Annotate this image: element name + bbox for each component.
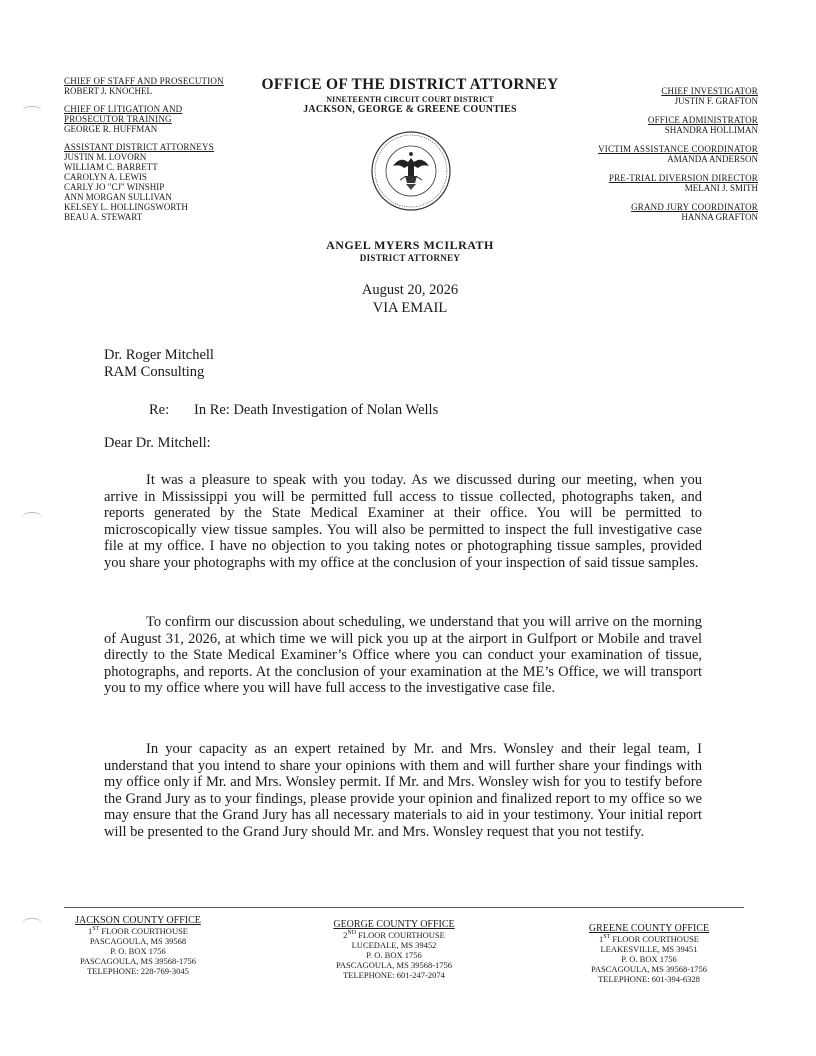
da-name: ANGEL MYERS MCILRATH — [326, 238, 494, 252]
staff-name: JUSTIN M. LOVORN — [64, 152, 147, 162]
body-paragraph-1: It was a pleasure to speak with you today. As we discussed during our meeting, when you arrive in Mississippi you will be permitted full access to tissue collected, photographs taken, and reports generated by the State Medical Examiner at their office. You will be permitted to microscopically view tissue samples. You will also be permitted to inspect the full investigative case file at my office. I have no objection to you taking notes or photographing tissue samples, provided you share your photographs with my office at the conclusion of your inspection of said tissue samples. — [104, 472, 702, 571]
staff-title: CHIEF INVESTIGATOR — [661, 86, 758, 96]
staff-title: VICTIM ASSISTANCE COORDINATOR — [598, 144, 758, 154]
staff-group-victim-assistance — [528, 144, 758, 164]
footer-box: P. O. BOX 1756 — [110, 946, 166, 956]
footer-office-greene — [559, 923, 739, 984]
footer-phone: TELEPHONE: 601-247-2074 — [343, 970, 445, 980]
footer-floor: 2ND FLOOR COURTHOUSE — [343, 930, 445, 940]
footer-office-george — [304, 919, 484, 980]
staff-name: WILLIAM C. BARRETT — [64, 162, 158, 172]
salutation: Dear Dr. Mitchell: — [104, 435, 211, 451]
staff-name: MELANI J. SMITH — [684, 183, 758, 193]
staff-title: PRE-TRIAL DIVERSION DIRECTOR — [608, 173, 758, 183]
staff-group-chief-of-litigation — [64, 104, 264, 134]
staff-group-office-administrator — [528, 115, 758, 135]
footer-city: LUCEDALE, MS 39452 — [351, 940, 437, 950]
staff-name: JUSTIN F. GRAFTON — [674, 96, 758, 106]
letter-date: August 20, 2026 — [361, 282, 459, 298]
footer-divider — [64, 907, 744, 908]
staff-name: KELSEY L. HOLLINGSWORTH — [64, 202, 188, 212]
body-paragraph-3: In your capacity as an expert retained by Mr. and Mrs. Wonsley and their legal team, I understand that you intend to share your opinions with them and will further share your findings with my office only if Mr. and Mrs. Wonsley permit. If Mr. and Mrs. Wonsley wish for you to testify before the Grand Jury as to your findings, please provide your opinion and finalized report to my office so we may ensure that the Grand Jury has all necessary materials to aid in your testimony. Your initial report will be presented to the Grand Jury should Mr. and Mrs. Wonsley request that you not testify. — [104, 741, 702, 840]
footer-phone: TELEPHONE: 601-394-6328 — [598, 974, 700, 984]
staff-name: SHANDRA HOLLIMAN — [664, 125, 758, 135]
footer-box: P. O. BOX 1756 — [366, 950, 422, 960]
footer-city: LEAKESVILLE, MS 39451 — [600, 944, 698, 954]
staff-name: CAROLYN A. LEWIS — [64, 172, 147, 182]
body-paragraph-2: To confirm our discussion about scheduling, we understand that you will arrive on the morning of August 31, 2026, at which time we will pick you up at the airport in Gulfport or Mobile and travel directly to the State Medical Examiner’s Office where you can conduct your examination of tissue, photographs, and reports. At the conclusion of your examination at the ME’s Office, we will transport you to my office where you will have full access to the investigative case file. — [104, 614, 702, 696]
left-staff-column — [64, 76, 264, 230]
recipient-org: RAM Consulting — [104, 363, 205, 380]
recipient-name: Dr. Roger Mitchell — [104, 347, 214, 363]
footer-office-title: GREENE COUNTY OFFICE — [588, 923, 710, 934]
staff-name: ROBERT J. KNOCHEL — [64, 86, 153, 96]
mississippi-state-seal-icon — [370, 130, 452, 212]
right-staff-column — [528, 86, 758, 231]
staff-title: ASSISTANT DISTRICT ATTORNEYS — [64, 142, 214, 152]
footer-office-title: GEORGE COUNTY OFFICE — [333, 919, 455, 930]
footer-box-city: PASCAGOULA, MS 39568-1756 — [590, 964, 708, 974]
staff-title-cont: PROSECUTOR TRAINING — [64, 114, 172, 124]
counties-line: JACKSON, GEORGE & GREENE COUNTIES — [303, 104, 517, 115]
staff-name: GEORGE R. HUFFMAN — [64, 124, 158, 134]
footer-office-title: JACKSON COUNTY OFFICE — [75, 915, 201, 926]
staff-group-grand-jury — [528, 202, 758, 222]
staff-group-assistant-das — [64, 142, 264, 222]
office-title: OFFICE OF THE DISTRICT ATTORNEY — [261, 76, 559, 93]
footer-phone: TELEPHONE: 228-769-3045 — [87, 966, 189, 976]
staff-title: OFFICE ADMINISTRATOR — [647, 115, 758, 125]
staff-name: BEAU A. STEWART — [64, 212, 143, 222]
staff-name: AMANDA ANDERSON — [667, 154, 758, 164]
footer-city: PASCAGOULA, MS 39568 — [89, 936, 187, 946]
district-name: NINETEENTH CIRCUIT COURT DISTRICT — [326, 95, 494, 104]
staff-name: ANN MORGAN SULLIVAN — [64, 192, 172, 202]
footer-floor: 1ST FLOOR COURTHOUSE — [87, 926, 188, 936]
staff-name: CARLY JO "CJ" WINSHIP — [64, 182, 165, 192]
re-label: Re: — [149, 402, 170, 418]
delivery-method: VIA EMAIL — [372, 300, 448, 316]
margin-mark — [22, 918, 42, 929]
staff-title: CHIEF OF LITIGATION AND — [64, 104, 183, 114]
margin-mark — [22, 106, 42, 117]
recipient-block — [104, 347, 214, 380]
footer-box: P. O. BOX 1756 — [621, 954, 677, 964]
staff-name: HANNA GRAFTON — [681, 212, 758, 222]
da-title: DISTRICT ATTORNEY — [359, 253, 461, 263]
staff-group-chief-investigator — [528, 86, 758, 106]
staff-group-chief-of-staff — [64, 76, 264, 96]
staff-title: CHIEF OF STAFF AND PROSECUTION — [64, 76, 224, 86]
footer-office-jackson — [48, 915, 228, 976]
staff-title: GRAND JURY COORDINATOR — [631, 202, 758, 212]
staff-group-pretrial-diversion — [528, 173, 758, 193]
footer-floor: 1ST FLOOR COURTHOUSE — [598, 934, 699, 944]
margin-mark — [22, 512, 42, 523]
footer-box-city: PASCAGOULA, MS 39568-1756 — [335, 960, 453, 970]
re-subject: In Re: Death Investigation of Nolan Wells — [194, 402, 439, 418]
footer-box-city: PASCAGOULA, MS 39568-1756 — [79, 956, 197, 966]
